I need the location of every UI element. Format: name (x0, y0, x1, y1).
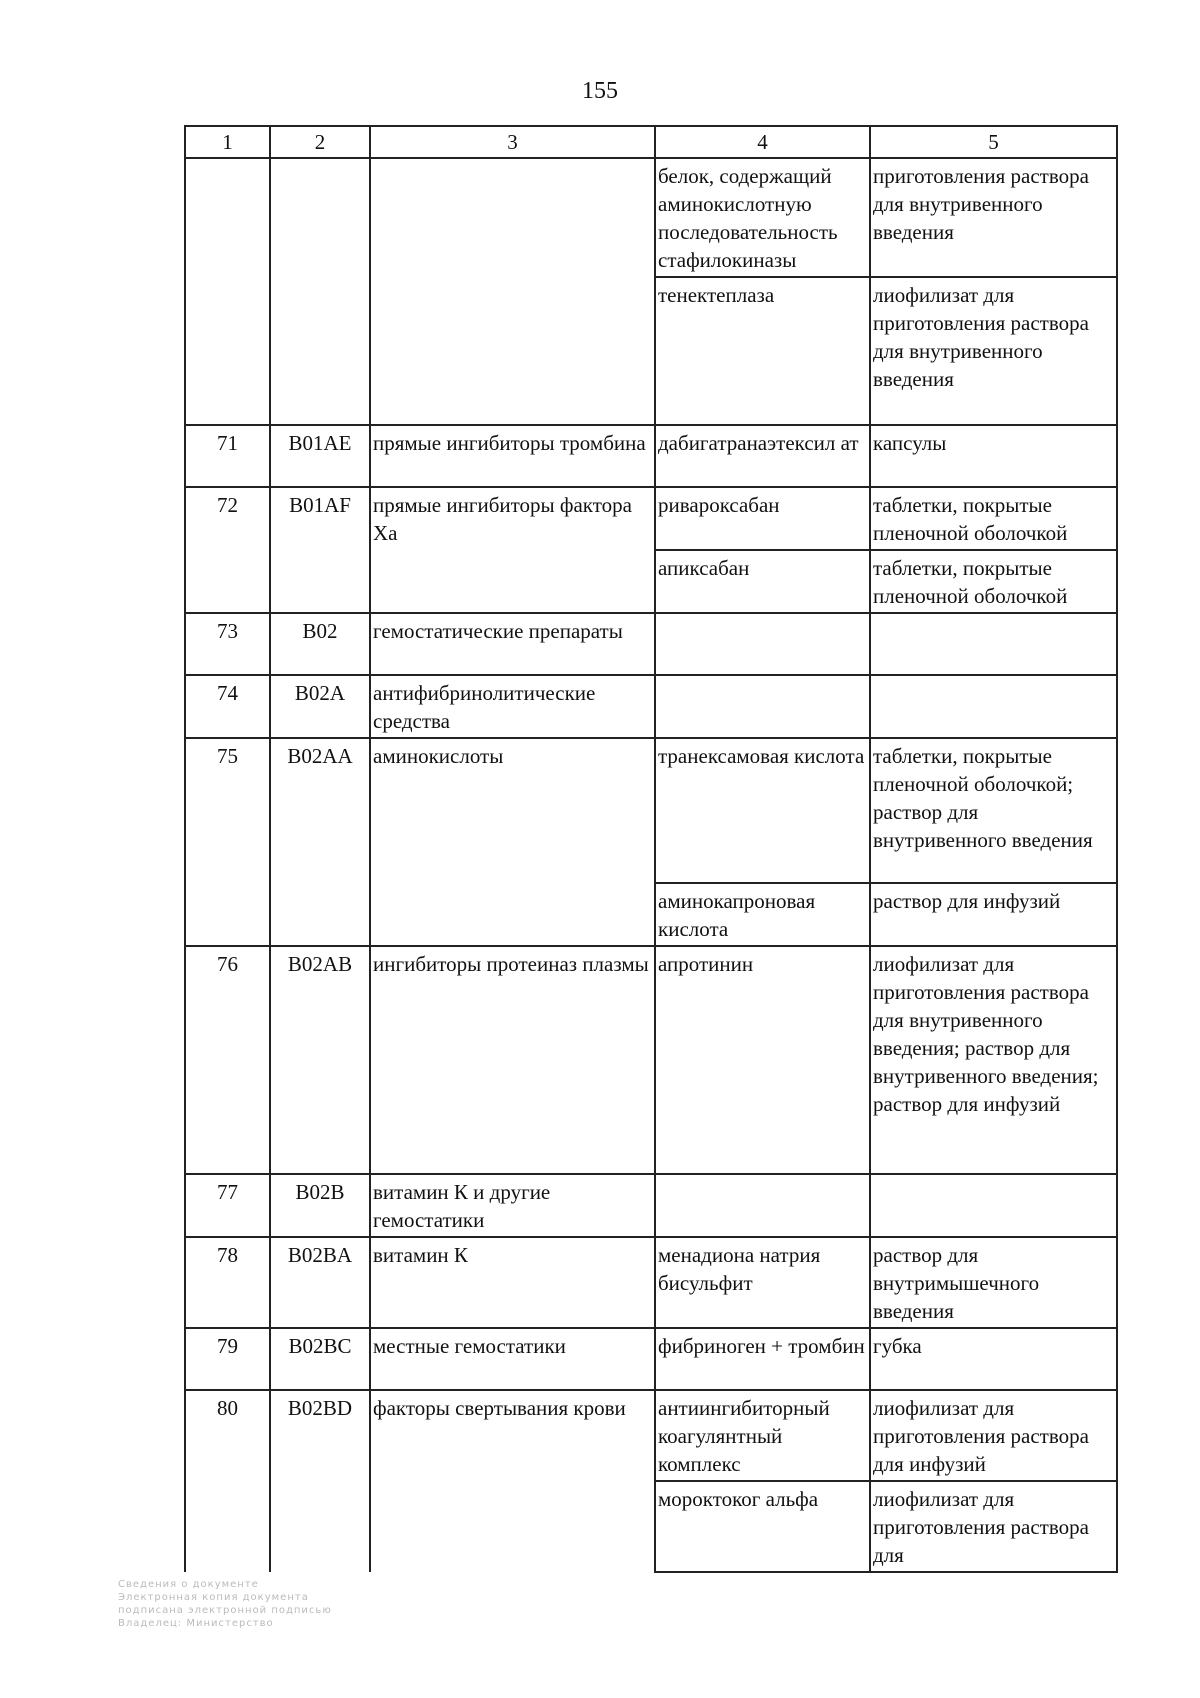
substance-name-cell: апиксабан (655, 550, 870, 613)
table-header-row (185, 126, 1117, 158)
table-row (185, 1390, 1117, 1481)
dosage-form-cell: раствор для внутримышечного введения (870, 1237, 1117, 1328)
signature-stamp (118, 1578, 332, 1650)
table-row (185, 158, 1117, 277)
table-row (185, 613, 1117, 675)
substance-name-cell: транексамовая кислота (655, 738, 870, 883)
substance-name-cell: тенектеплаза (655, 277, 870, 425)
substance-name-cell: антиингибиторный коагулянтный комплекс (655, 1390, 870, 1481)
dosage-form-cell: таблетки, покрытые пленочной оболочкой (870, 487, 1117, 550)
substance-name-cell (655, 675, 870, 738)
group-name-cell: прямые ингибиторы фактора Ха (370, 487, 655, 613)
dosage-form-cell: губка (870, 1328, 1117, 1390)
stamp-line: Сведения о документе (118, 1579, 259, 1590)
page-number: 155 (582, 78, 618, 104)
atc-code-cell: B02B (270, 1174, 370, 1237)
atc-code-cell: B02BD (270, 1390, 370, 1572)
dosage-form-cell (870, 1174, 1117, 1237)
substance-name-cell: белок, содержащий аминокислотную последовательность стафилокиназы (655, 158, 870, 277)
stamp-line: подписана электронной подписью (118, 1605, 332, 1616)
dosage-form-cell: приготовления раствора для внутривенного введения (870, 158, 1117, 277)
table-row (185, 425, 1117, 487)
substance-name-cell: фибриноген + тромбин (655, 1328, 870, 1390)
column-header: 4 (655, 126, 870, 158)
table-row (185, 738, 1117, 883)
row-number-cell (185, 158, 270, 425)
dosage-form-cell (870, 675, 1117, 738)
row-number-cell: 79 (185, 1328, 270, 1390)
substance-name-cell: дабигатранаэтексил ат (655, 425, 870, 487)
substance-name-cell: мороктоког альфа (655, 1481, 870, 1572)
row-number-cell: 71 (185, 425, 270, 487)
group-name-cell: витамин К (370, 1237, 655, 1328)
atc-code-cell: B01AF (270, 487, 370, 613)
row-number-cell: 73 (185, 613, 270, 675)
dosage-form-cell: лиофилизат для приготовления раствора для инфузий (870, 1390, 1117, 1481)
column-header: 2 (270, 126, 370, 158)
atc-code-cell (270, 158, 370, 425)
group-name-cell: гемостатические препараты (370, 613, 655, 675)
substance-name-cell: апротинин (655, 946, 870, 1174)
atc-code-cell: B02AA (270, 738, 370, 946)
dosage-form-cell: таблетки, покрытые пленочной оболочкой; раствор для внутривенного введения (870, 738, 1117, 883)
table-row (185, 946, 1117, 1174)
row-number-cell: 75 (185, 738, 270, 946)
table-row (185, 675, 1117, 738)
row-number-cell: 74 (185, 675, 270, 738)
group-name-cell: прямые ингибиторы тромбина (370, 425, 655, 487)
atc-code-cell: B02 (270, 613, 370, 675)
row-number-cell: 80 (185, 1390, 270, 1572)
row-number-cell: 78 (185, 1237, 270, 1328)
row-number-cell: 77 (185, 1174, 270, 1237)
substance-name-cell: аминокапроновая кислота (655, 883, 870, 946)
substance-name-cell (655, 613, 870, 675)
table-row (185, 487, 1117, 550)
dosage-form-cell: лиофилизат для приготовления раствора для внутривенного введения (870, 277, 1117, 425)
group-name-cell (370, 158, 655, 425)
drug-table (184, 125, 1118, 1573)
atc-code-cell: B02A (270, 675, 370, 738)
column-header: 5 (870, 126, 1117, 158)
table-row (185, 1328, 1117, 1390)
dosage-form-cell: раствор для инфузий (870, 883, 1117, 946)
group-name-cell: ингибиторы протеиназ плазмы (370, 946, 655, 1174)
row-number-cell: 76 (185, 946, 270, 1174)
atc-code-cell: B02BA (270, 1237, 370, 1328)
group-name-cell: аминокислоты (370, 738, 655, 946)
column-header: 3 (370, 126, 655, 158)
substance-name-cell: менадиона натрия бисульфит (655, 1237, 870, 1328)
table-row (185, 1174, 1117, 1237)
substance-name-cell: ривароксабан (655, 487, 870, 550)
group-name-cell: витамин К и другие гемостатики (370, 1174, 655, 1237)
column-header: 1 (185, 126, 270, 158)
group-name-cell: местные гемостатики (370, 1328, 655, 1390)
dosage-form-cell: капсулы (870, 425, 1117, 487)
table-row (185, 1237, 1117, 1328)
atc-code-cell: B02BC (270, 1328, 370, 1390)
row-number-cell: 72 (185, 487, 270, 613)
atc-code-cell: B01AE (270, 425, 370, 487)
substance-name-cell (655, 1174, 870, 1237)
stamp-line: Электронная копия документа (118, 1592, 309, 1603)
stamp-line: Владелец: Министерство (118, 1618, 274, 1629)
group-name-cell: антифибринолитические средства (370, 675, 655, 738)
dosage-form-cell (870, 613, 1117, 675)
dosage-form-cell: лиофилизат для приготовления раствора для (870, 1481, 1117, 1572)
atc-code-cell: B02AB (270, 946, 370, 1174)
dosage-form-cell: лиофилизат для приготовления раствора для внутривенного введения; раствор для внутривенного введения; раствор для инфузий (870, 946, 1117, 1174)
dosage-form-cell: таблетки, покрытые пленочной оболочкой (870, 550, 1117, 613)
group-name-cell: факторы свертывания крови (370, 1390, 655, 1572)
